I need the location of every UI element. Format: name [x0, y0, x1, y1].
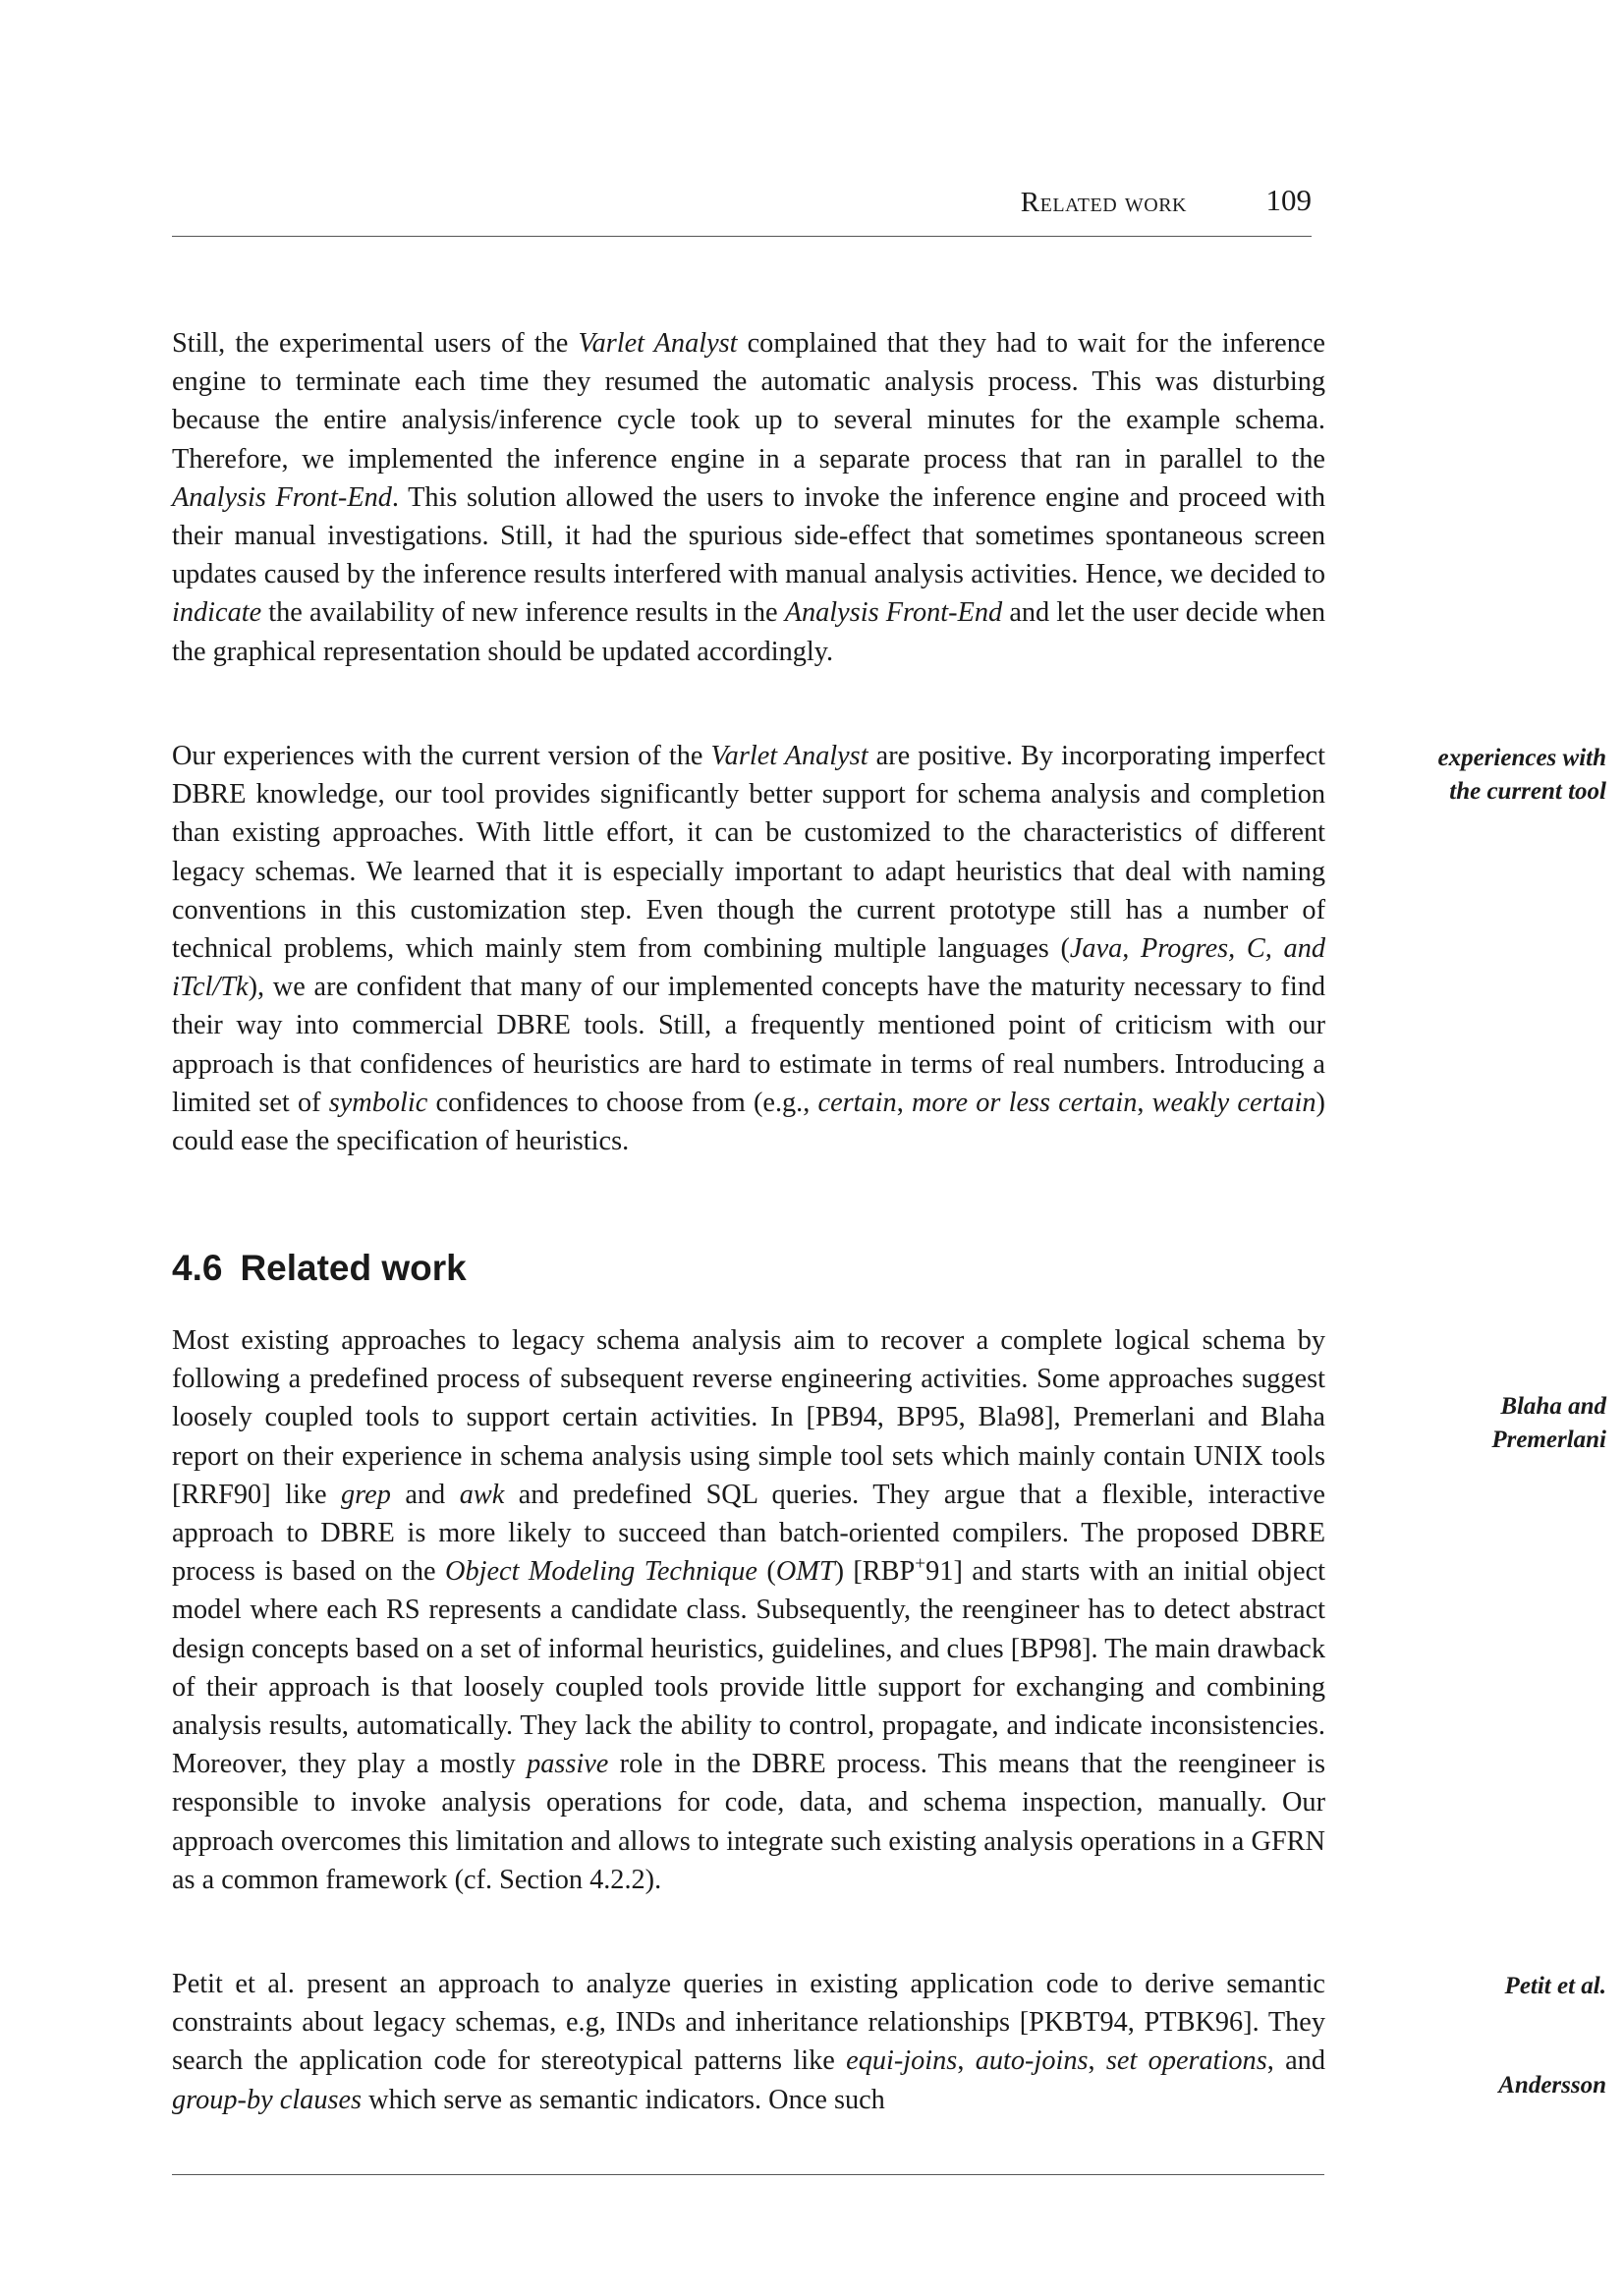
emphasis-equi-joins: equi-joins	[846, 2045, 958, 2077]
margin-note-line: experiences with	[1437, 745, 1606, 771]
emphasis-analysis-front-end: Analysis Front-End	[784, 597, 1003, 629]
text-run: Petit et al. present an approach to analyze queries in existing application code to derive semantic constraints about legacy schemas, e.g, INDs and inheritance relationships [PKBT94, PTBK96]. They search the application code for stereotypical patterns like	[172, 1969, 1325, 2077]
text-run: confidences to choose from (e.g.,	[427, 1087, 818, 1118]
section-heading	[172, 1248, 467, 1289]
paragraph-inference-engine	[172, 324, 1325, 671]
margin-note-line: the current tool	[1449, 778, 1606, 805]
citation-superscript: +	[915, 1553, 926, 1575]
margin-note-line: Blaha and	[1500, 1393, 1606, 1420]
text-run: ), we are confident that many of our implemented concepts have the maturity necessary to find their way into commercial DBRE tools. Still, a frequently mentioned point of criticism with our approach is that confidences of heuristics are hard to estimate in terms of real numbers. Introducing a limited set of	[172, 972, 1325, 1118]
margin-note-petit: Petit et al.	[1504, 1973, 1606, 1999]
text-run: the availability of new inference results in the	[261, 597, 785, 629]
paragraph-related-work	[172, 1321, 1325, 1899]
emphasis-auto-joins: auto-joins	[975, 2045, 1089, 2077]
text-run: complained that they had to wait for the inference engine to terminate each time they resumed the automatic analysis process. This was disturbing because the entire analysis/inference cycle took up to several minutes for the example schema. Therefore, we implemented the inference engine in a separate process that ran in parallel to the	[172, 328, 1325, 475]
emphasis-passive: passive	[527, 1749, 609, 1780]
page-number: 109	[1265, 183, 1312, 217]
emphasis-group-by: group-by clauses	[172, 2084, 363, 2115]
running-title: Related work	[1020, 187, 1187, 218]
text-run: role in the DBRE process. This means that the reengineer is responsible to invoke analysis operations for code, data, and schema inspection, manually. Our approach overcomes this limitation and allows to integrate such existing analysis operations in a GFRN as a common framework (cf. Section 4.2.2).	[172, 1749, 1326, 1895]
text-run: and predefined SQL queries. They argue that a flexible, interactive approach to DBRE is more likely to succeed than batch-oriented compilers. The proposed DBRE process is based on the	[172, 1479, 1325, 1588]
text-run: Our experiences with the current version of the	[172, 741, 711, 771]
text-run: ,	[1137, 1087, 1152, 1118]
section-number: 4.6	[172, 1248, 223, 1288]
text-run: ,	[1088, 2045, 1106, 2077]
text-run: Still, the experimental users of the	[172, 328, 579, 359]
footer-rule	[172, 2174, 1324, 2175]
margin-note-blaha	[1331, 1390, 1606, 1457]
text-run: are positive. By incorporating imperfect DBRE knowledge, our tool provides significantly better support for schema analysis and completion than existing approaches. With little effort, it can be customized to the characteristics of different legacy schemas. We learned that it is especially important to adapt heuristics that deal with naming conventions in this customization step. Even though the current prototype still has a number of technical problems, which mainly stem from combining multiple languages (	[172, 741, 1325, 965]
text-run: (	[756, 1556, 776, 1588]
emphasis-weakly-certain: weakly certain	[1151, 1087, 1316, 1118]
text-run: , and	[1266, 2045, 1325, 2077]
emphasis-symbolic: symbolic	[328, 1087, 428, 1118]
emphasis-omt-full: Object Modeling Technique	[445, 1556, 757, 1588]
header-rule	[172, 236, 1312, 237]
text-run: which serve as semantic indicators. Once such	[362, 2084, 885, 2115]
emphasis-certain: certain	[817, 1087, 897, 1118]
emphasis-awk: awk	[459, 1479, 505, 1510]
section-title: Related work	[240, 1248, 467, 1288]
text-run: . This solution allowed the users to invoke the inference engine and proceed with their manual investigations. Still, it had the spurious side-effect that sometimes spontaneous screen updates caused by the inference results interfered with manual analysis activities. Hence, we decided to	[172, 481, 1325, 590]
text-run: and	[390, 1479, 460, 1510]
margin-note-line: Premerlani	[1491, 1427, 1606, 1453]
emphasis-set-operations: set operations	[1105, 2045, 1267, 2077]
emphasis-varlet-analyst: Varlet Analyst	[710, 741, 868, 771]
emphasis-varlet-analyst: Varlet Analyst	[578, 328, 738, 359]
text-run: and let the user decide when the graphical representation should be updated accordingly.	[172, 597, 1326, 667]
emphasis-grep: grep	[341, 1479, 391, 1510]
text-run: 91] and starts with an initial object model where each RS represents a candidate class. Subsequently, the reengineer has to detect abstract design concepts based on a set of informal heuristics, guidelines, and clues [BP98]. The main drawback of their approach is that loosely coupled tools provide little support for exchanging and combining analysis results, automatically. They lack the ability to control, propagate, and indicate inconsistencies. Moreover, they play a mostly	[172, 1556, 1326, 1780]
emphasis-languages: Java, Progres, C, and iTcl/Tk	[172, 933, 1325, 1003]
text-run: ) could ease the specification of heuristics.	[172, 1087, 1325, 1157]
margin-note-andersson: Andersson	[1498, 2072, 1606, 2099]
emphasis-indicate: indicate	[172, 597, 262, 629]
running-head	[172, 183, 1312, 222]
text-run: ) [RBP	[834, 1556, 916, 1588]
emphasis-omt: OMT	[775, 1556, 835, 1588]
text-run: Most existing approaches to legacy schema analysis aim to recover a complete logical schema by following a predefined process of subsequent reverse engineering activities. Some approaches suggest loosely coupled tools to support certain activities. In [PB94, BP95, Bla98], Premerlani and Blaha report on their experience in schema analysis using simple tool sets which mainly contain UNIX tools [RRF90] like	[172, 1325, 1325, 1510]
emphasis-analysis-front-end: Analysis Front-End	[172, 481, 392, 513]
text-run: ,	[957, 2045, 976, 2077]
emphasis-more-or-less-certain: more or less certain	[911, 1087, 1138, 1118]
margin-note-experiences	[1331, 742, 1606, 809]
paragraph-petit	[172, 1965, 1325, 2119]
text-run: ,	[896, 1087, 912, 1118]
paragraph-experiences	[172, 737, 1325, 1160]
